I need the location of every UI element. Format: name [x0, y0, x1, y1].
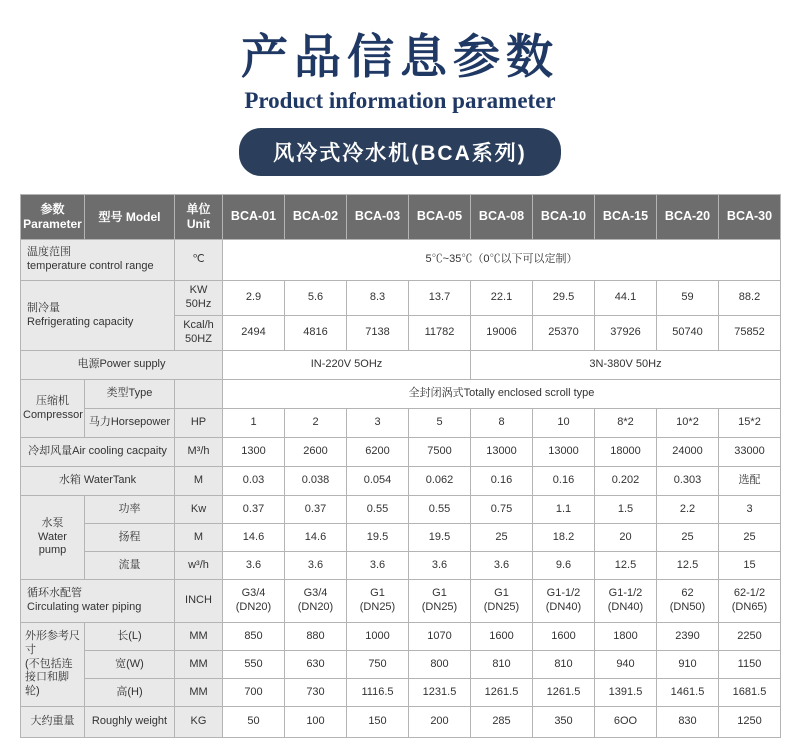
refrigerating-kcal-bca-20: 50740	[657, 316, 719, 351]
pump-flow-bca-15: 12.5	[595, 552, 657, 580]
pump-flow-bca-05: 3.6	[409, 552, 471, 580]
piping-bca-01-top: G3/4	[241, 587, 266, 600]
weight-bca-05: 200	[409, 707, 471, 738]
piping-bca-15-top: G1-1/2	[608, 587, 643, 600]
compressor-type-unit	[175, 380, 223, 409]
table-row-weight	[21, 707, 781, 738]
dimension-width-label: 宽(W)	[85, 651, 175, 679]
height-bca-30: 1681.5	[719, 679, 781, 707]
water-tank-label: 水箱 WaterTank	[21, 467, 175, 496]
weight-bca-03: 150	[347, 707, 409, 738]
refrigerating-kcal-bca-10: 25370	[533, 316, 595, 351]
air-cooling-bca-10: 13000	[533, 438, 595, 467]
table-row-air-cooling	[21, 438, 781, 467]
weight-bca-10: 350	[533, 707, 595, 738]
header-model-bca-20: BCA-20	[657, 195, 719, 240]
water-pump-label-cn: 水泵	[41, 516, 64, 529]
water-tank-bca-20: 0.303	[657, 467, 719, 496]
piping-unit: INCH	[175, 580, 223, 623]
piping-bca-15-bottom: (DN40)	[607, 601, 644, 614]
water-tank-bca-15: 0.202	[595, 467, 657, 496]
piping-bca-03	[347, 580, 409, 623]
dimensions-label-line1: 外形参考尺寸	[25, 630, 80, 656]
piping-bca-03-bottom: (DN25)	[359, 601, 396, 614]
dimensions-label-line2: (不包括连接口和脚	[25, 657, 73, 684]
piping-bca-01	[223, 580, 285, 623]
piping-bca-10	[533, 580, 595, 623]
length-bca-05: 1070	[409, 623, 471, 651]
table-row-refrigerating-kw	[21, 281, 781, 316]
refrigerating-kw-bca-02: 5.6	[285, 281, 347, 316]
pump-lift-bca-08: 25	[471, 524, 533, 552]
weight-bca-02: 100	[285, 707, 347, 738]
air-cooling-bca-15: 18000	[595, 438, 657, 467]
header-unit	[175, 195, 223, 240]
piping-label-cn: 循环水配管	[27, 587, 82, 600]
pump-flow-bca-30: 15	[719, 552, 781, 580]
height-bca-02: 730	[285, 679, 347, 707]
width-bca-03: 750	[347, 651, 409, 679]
air-cooling-bca-01: 1300	[223, 438, 285, 467]
dimension-height-label: 高(H)	[85, 679, 175, 707]
power-supply-value-right: 3N-380V 50Hz	[471, 351, 781, 380]
length-bca-30: 2250	[719, 623, 781, 651]
page-subtitle-en: Product information parameter	[244, 88, 556, 114]
water-pump-flow-unit: w³/h	[175, 552, 223, 580]
series-badge-wrap	[0, 128, 800, 176]
piping-label-en: Circulating water piping	[27, 601, 142, 614]
refrigerating-kcal-bca-01: 2494	[223, 316, 285, 351]
water-pump-power-label: 功率	[85, 496, 175, 524]
piping-bca-08-top: G1	[494, 587, 509, 600]
compressor-horsepower-label: 马力Horsepower	[85, 409, 175, 438]
horsepower-bca-30: 15*2	[719, 409, 781, 438]
pump-power-bca-03: 0.55	[347, 496, 409, 524]
header-model-bca-15: BCA-15	[595, 195, 657, 240]
header-model-bca-03: BCA-03	[347, 195, 409, 240]
water-tank-bca-03: 0.054	[347, 467, 409, 496]
refrigerating-kw-bca-08: 22.1	[471, 281, 533, 316]
horsepower-bca-02: 2	[285, 409, 347, 438]
width-bca-20: 910	[657, 651, 719, 679]
header-unit-line1: 单位	[186, 202, 211, 217]
temp-range-label-cn: 温度范围	[27, 246, 71, 259]
piping-bca-20-top: 62	[681, 587, 694, 600]
dimension-length-unit: MM	[175, 623, 223, 651]
length-bca-02: 880	[285, 623, 347, 651]
piping-bca-02-top: G3/4	[303, 587, 328, 600]
piping-bca-30-bottom: (DN65)	[731, 601, 768, 614]
piping-bca-08-bottom: (DN25)	[483, 601, 520, 614]
pump-power-bca-15: 1.5	[595, 496, 657, 524]
dimensions-label-line3: 轮)	[25, 685, 40, 698]
header-model-bca-05: BCA-05	[409, 195, 471, 240]
dimension-height-unit: MM	[175, 679, 223, 707]
piping-bca-30	[719, 580, 781, 623]
refrigerating-kw-bca-20: 59	[657, 281, 719, 316]
temp-range-unit: ℃	[175, 240, 223, 281]
height-bca-01: 700	[223, 679, 285, 707]
pump-lift-bca-15: 20	[595, 524, 657, 552]
compressor-type-label: 类型Type	[85, 380, 175, 409]
length-bca-10: 1600	[533, 623, 595, 651]
table-row-temp-range	[21, 240, 781, 281]
height-bca-20: 1461.5	[657, 679, 719, 707]
height-bca-03: 1116.5	[347, 679, 409, 707]
length-bca-01: 850	[223, 623, 285, 651]
row-label-temp-range	[21, 240, 175, 281]
spec-table	[20, 194, 781, 738]
pump-flow-bca-10: 9.6	[533, 552, 595, 580]
temp-range-label-en: temperature control range	[27, 260, 154, 273]
pump-lift-bca-05: 19.5	[409, 524, 471, 552]
weight-bca-15: 6OO	[595, 707, 657, 738]
compressor-horsepower-unit: HP	[175, 409, 223, 438]
refrigerating-kcal-bca-05: 11782	[409, 316, 471, 351]
pump-flow-bca-08: 3.6	[471, 552, 533, 580]
air-cooling-bca-05: 7500	[409, 438, 471, 467]
height-bca-15: 1391.5	[595, 679, 657, 707]
water-pump-power-unit: Kw	[175, 496, 223, 524]
refrigerating-kw-bca-05: 13.7	[409, 281, 471, 316]
piping-bca-08	[471, 580, 533, 623]
table-row-water-pump-flow	[21, 552, 781, 580]
horsepower-bca-01: 1	[223, 409, 285, 438]
header-model-bca-01: BCA-01	[223, 195, 285, 240]
header-model-bca-30: BCA-30	[719, 195, 781, 240]
pump-lift-bca-01: 14.6	[223, 524, 285, 552]
weight-bca-01: 50	[223, 707, 285, 738]
horsepower-bca-03: 3	[347, 409, 409, 438]
length-bca-08: 1600	[471, 623, 533, 651]
water-tank-bca-05: 0.062	[409, 467, 471, 496]
horsepower-bca-10: 10	[533, 409, 595, 438]
series-badge: 风冷式冷水机(BCA系列)	[239, 128, 560, 176]
height-bca-05: 1231.5	[409, 679, 471, 707]
air-cooling-bca-30: 33000	[719, 438, 781, 467]
pump-power-bca-10: 1.1	[533, 496, 595, 524]
water-tank-bca-01: 0.03	[223, 467, 285, 496]
header-model-bca-02: BCA-02	[285, 195, 347, 240]
pump-flow-bca-02: 3.6	[285, 552, 347, 580]
horsepower-bca-08: 8	[471, 409, 533, 438]
row-label-water-pump	[21, 496, 85, 580]
dimension-width-unit: MM	[175, 651, 223, 679]
weight-label-cn: 大约重量	[21, 707, 85, 738]
water-pump-lift-unit: M	[175, 524, 223, 552]
table-row-compressor-horsepower	[21, 409, 781, 438]
table-row-piping	[21, 580, 781, 623]
width-bca-05: 800	[409, 651, 471, 679]
width-bca-15: 940	[595, 651, 657, 679]
refrigerating-kw-bca-15: 44.1	[595, 281, 657, 316]
header-model-bca-08: BCA-08	[471, 195, 533, 240]
piping-bca-03-top: G1	[370, 587, 385, 600]
refrigerating-kw-unit-line1: KW	[189, 284, 208, 297]
length-bca-03: 1000	[347, 623, 409, 651]
water-tank-bca-30: 选配	[719, 467, 781, 496]
weight-unit: KG	[175, 707, 223, 738]
header-model-bca-10: BCA-10	[533, 195, 595, 240]
piping-bca-10-top: G1-1/2	[546, 587, 581, 600]
refrigerating-kcal-bca-08: 19006	[471, 316, 533, 351]
width-bca-08: 810	[471, 651, 533, 679]
pump-lift-bca-30: 25	[719, 524, 781, 552]
air-cooling-bca-03: 6200	[347, 438, 409, 467]
pump-lift-bca-10: 18.2	[533, 524, 595, 552]
compressor-label-en: Compressor	[23, 408, 83, 421]
pump-power-bca-30: 3	[719, 496, 781, 524]
height-bca-08: 1261.5	[471, 679, 533, 707]
pump-power-bca-08: 0.75	[471, 496, 533, 524]
air-cooling-label: 冷却风量Air cooling cacpaity	[21, 438, 175, 467]
water-tank-bca-10: 0.16	[533, 467, 595, 496]
length-bca-15: 1800	[595, 623, 657, 651]
row-label-compressor	[21, 380, 85, 438]
table-row-water-pump-power	[21, 496, 781, 524]
table-row-dimension-length	[21, 623, 781, 651]
row-label-dimensions	[21, 623, 85, 707]
dimension-length-label: 长(L)	[85, 623, 175, 651]
pump-lift-bca-02: 14.6	[285, 524, 347, 552]
page-title: 产品信息参数	[241, 30, 559, 83]
pump-lift-bca-03: 19.5	[347, 524, 409, 552]
piping-bca-05-top: G1	[432, 587, 447, 600]
width-bca-01: 550	[223, 651, 285, 679]
pump-flow-bca-03: 3.6	[347, 552, 409, 580]
compressor-label-cn: 压缩机	[36, 394, 69, 407]
refrigerating-kcal-bca-15: 37926	[595, 316, 657, 351]
piping-bca-30-top: 62-1/2	[733, 587, 766, 600]
weight-bca-30: 1250	[719, 707, 781, 738]
refrigerating-kcal-unit-line1: Kcal/h	[183, 319, 214, 332]
pump-flow-bca-20: 12.5	[657, 552, 719, 580]
piping-bca-20-bottom: (DN50)	[669, 601, 706, 614]
water-tank-bca-02: 0.038	[285, 467, 347, 496]
water-pump-label-en: Water pump	[38, 530, 67, 557]
pump-power-bca-20: 2.2	[657, 496, 719, 524]
width-bca-02: 630	[285, 651, 347, 679]
compressor-type-value: 全封闭涡式Totally enclosed scroll type	[223, 380, 781, 409]
table-row-dimension-width	[21, 651, 781, 679]
piping-bca-20	[657, 580, 719, 623]
piping-bca-02-bottom: (DN20)	[297, 601, 334, 614]
refrigerating-kw-bca-30: 88.2	[719, 281, 781, 316]
air-cooling-bca-08: 13000	[471, 438, 533, 467]
header-model: 型号 Model	[85, 195, 175, 240]
table-row-dimension-height	[21, 679, 781, 707]
refrigerating-kw-bca-10: 29.5	[533, 281, 595, 316]
temp-range-value: 5℃~35℃（0℃以下可以定制）	[223, 240, 781, 281]
refrigerating-kw-unit-line2: 50Hz	[185, 298, 212, 311]
horsepower-bca-05: 5	[409, 409, 471, 438]
horsepower-bca-20: 10*2	[657, 409, 719, 438]
water-tank-unit: M	[175, 467, 223, 496]
refrigerating-kw-bca-03: 8.3	[347, 281, 409, 316]
pump-power-bca-01: 0.37	[223, 496, 285, 524]
piping-bca-01-bottom: (DN20)	[235, 601, 272, 614]
refrigerating-kcal-unit-line2: 50HZ	[185, 333, 212, 346]
refrigerating-kw-bca-01: 2.9	[223, 281, 285, 316]
width-bca-10: 810	[533, 651, 595, 679]
row-label-refrigerating	[21, 281, 175, 351]
refrigerating-kw-unit	[175, 281, 223, 316]
water-pump-flow-label: 流量	[85, 552, 175, 580]
refrigerating-label-cn: 制冷量	[27, 301, 60, 314]
water-tank-bca-08: 0.16	[471, 467, 533, 496]
table-header-row	[21, 195, 781, 240]
piping-bca-05-bottom: (DN25)	[421, 601, 458, 614]
table-row-power-supply	[21, 351, 781, 380]
header-unit-line2: Unit	[186, 217, 211, 232]
width-bca-30: 1150	[719, 651, 781, 679]
header-param: 参数Parameter	[21, 195, 85, 240]
horsepower-bca-15: 8*2	[595, 409, 657, 438]
refrigerating-kcal-unit	[175, 316, 223, 351]
page-header	[0, 0, 800, 176]
air-cooling-bca-20: 24000	[657, 438, 719, 467]
air-cooling-unit: M³/h	[175, 438, 223, 467]
refrigerating-kcal-bca-02: 4816	[285, 316, 347, 351]
power-supply-label: 电源Power supply	[21, 351, 223, 380]
pump-power-bca-02: 0.37	[285, 496, 347, 524]
table-row-compressor-type	[21, 380, 781, 409]
weight-label-en: Roughly weight	[85, 707, 175, 738]
piping-bca-02	[285, 580, 347, 623]
refrigerating-kcal-bca-30: 75852	[719, 316, 781, 351]
air-cooling-bca-02: 2600	[285, 438, 347, 467]
row-label-piping	[21, 580, 175, 623]
pump-lift-bca-20: 25	[657, 524, 719, 552]
weight-bca-20: 830	[657, 707, 719, 738]
piping-bca-10-bottom: (DN40)	[545, 601, 582, 614]
table-row-water-pump-lift	[21, 524, 781, 552]
length-bca-20: 2390	[657, 623, 719, 651]
pump-flow-bca-01: 3.6	[223, 552, 285, 580]
pump-power-bca-05: 0.55	[409, 496, 471, 524]
water-pump-lift-label: 扬程	[85, 524, 175, 552]
height-bca-10: 1261.5	[533, 679, 595, 707]
table-row-water-tank	[21, 467, 781, 496]
piping-bca-05	[409, 580, 471, 623]
power-supply-value-left: IN-220V 5OHz	[223, 351, 471, 380]
piping-bca-15	[595, 580, 657, 623]
refrigerating-kcal-bca-03: 7138	[347, 316, 409, 351]
spec-table-wrap	[20, 194, 780, 738]
refrigerating-label-en: Refrigerating capacity	[27, 315, 134, 328]
weight-bca-08: 285	[471, 707, 533, 738]
